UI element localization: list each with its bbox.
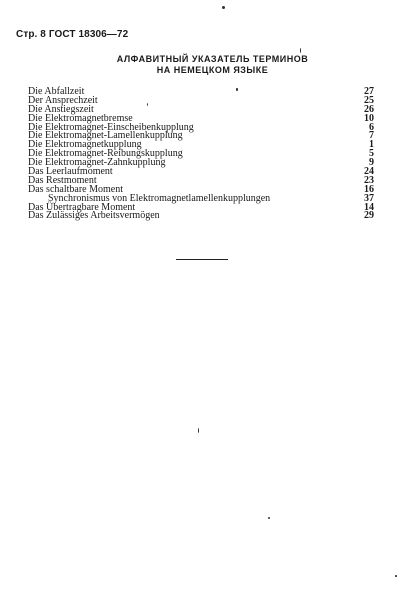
entry-page-number: 7: [369, 130, 374, 142]
entry-page-number: 27: [364, 86, 374, 97]
scan-speck: [236, 88, 238, 91]
entry-page-number: 9: [369, 157, 374, 169]
entry-term: Synchronismus von Elektromagnetlamellenkupplungen: [48, 192, 271, 204]
scan-speck: [222, 6, 225, 9]
entry-page-number: 29: [364, 210, 374, 222]
entry-page-number: 6: [369, 121, 374, 133]
entry-page-number: 23: [364, 174, 374, 186]
scan-speck: [198, 428, 199, 433]
entry-page-number: 10: [364, 112, 374, 124]
entry-page-number: 26: [364, 103, 374, 115]
entry-term: Das Übertragbare Moment: [28, 201, 136, 213]
entry-page-number: 1: [369, 139, 374, 151]
entry-term: Die Elektromagnet-Zahnkupplung: [28, 157, 166, 169]
entry-term: Das Restmoment: [28, 174, 97, 186]
entry-page-number: 14: [364, 201, 374, 213]
entry-page-number: 5: [369, 148, 374, 160]
entry-page-number: 24: [364, 166, 374, 178]
entry-page-number: 37: [364, 192, 374, 204]
scan-speck: [395, 575, 397, 577]
closing-rule-divider: [176, 259, 228, 260]
entry-term: Das Leerlaufmoment: [28, 166, 113, 178]
entry-term: Die Abfallzeit: [28, 86, 85, 97]
entry-term: Die Elektromagnetkupplung: [28, 139, 142, 151]
entry-term: Der Ansprechzeit: [28, 94, 98, 106]
scan-speck: [147, 103, 148, 106]
page-header: Стр. 8 ГОСТ 18306—72: [16, 29, 129, 40]
entry-page-number: 16: [364, 183, 374, 195]
entry-term: Das schaltbare Moment: [28, 183, 123, 195]
entry-term: Die Elektromagnetbremse: [28, 112, 133, 124]
scan-speck: [268, 517, 270, 519]
entry-term: Die Elektromagnet-Lamellenkupplung: [28, 130, 183, 142]
entry-page-number: 25: [364, 94, 374, 106]
entry-term: Die Anstiegszeit: [28, 103, 94, 115]
index-title: АЛФАВИТНЫЙ УКАЗАТЕЛЬ ТЕРМИНОВ: [116, 54, 309, 64]
entry-term: Die Elektromagnet-Reibungskupplung: [28, 148, 183, 160]
scan-speck: [300, 48, 301, 53]
term-index-list: [28, 88, 374, 221]
index-entry: [28, 212, 374, 221]
entry-term: Das Zulässiges Arbeitsvermögen: [28, 210, 160, 222]
index-subtitle: НА НЕМЕЦКОМ ЯЗЫКЕ: [156, 65, 269, 75]
entry-term: Die Elektromagnet-Einscheibenkupplung: [28, 121, 194, 133]
